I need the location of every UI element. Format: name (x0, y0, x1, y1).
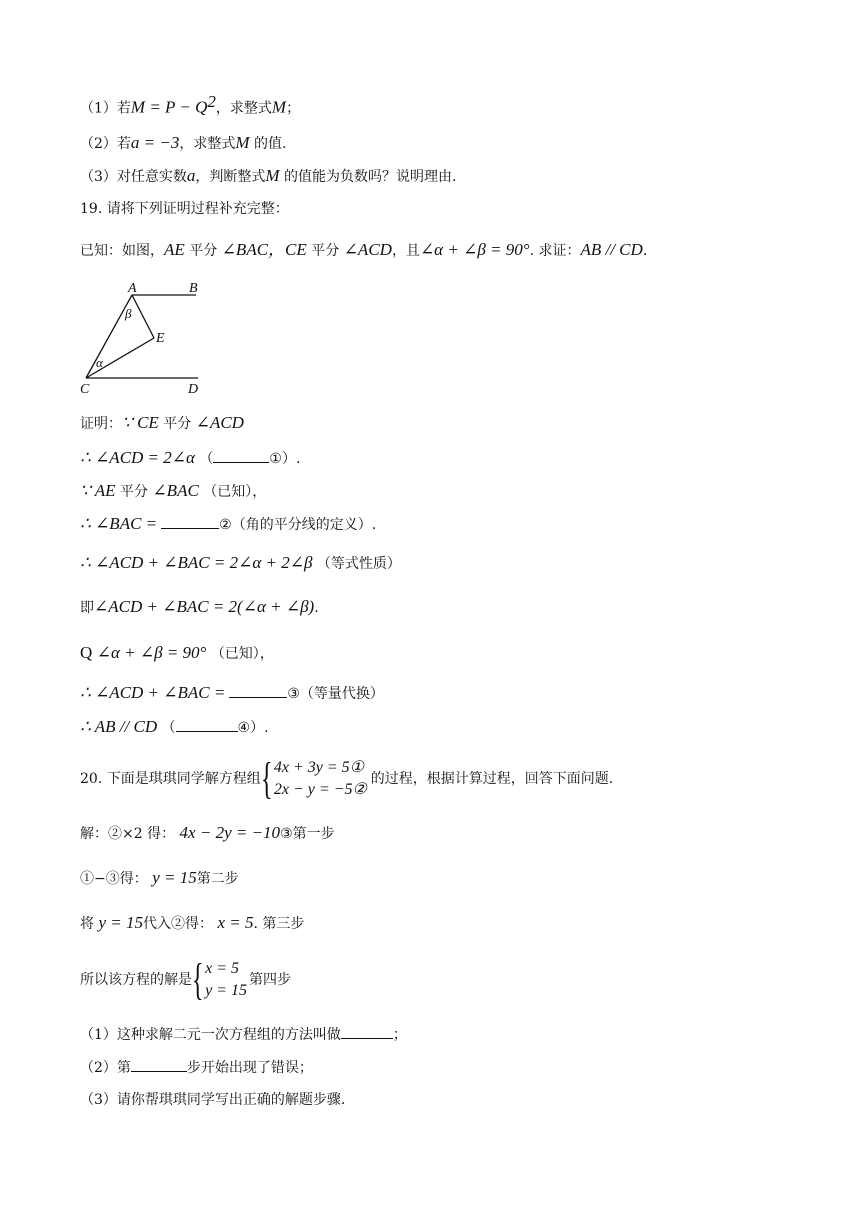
q18-p2-end: 的值. (254, 136, 287, 152)
proof-s9-open: （ (161, 720, 176, 736)
q18-p2-text: ，求整式 (179, 136, 236, 152)
q19-title: 19. 请将下列证明过程补充完整： (80, 201, 289, 217)
blank-1[interactable] (213, 448, 269, 463)
label-c: C (80, 382, 90, 397)
q19-given-sum: ∠α + ∠β = 90° (419, 240, 530, 259)
q19-given-prefix: 已知：如图， (80, 243, 164, 259)
proof-line-9 (80, 717, 269, 738)
proof-s8-math: ∴ ∠ACD + ∠BAC = (80, 683, 226, 702)
step1-math: 4x − 2y = −10 (179, 823, 281, 842)
q18-p1-text: ，求整式 (215, 100, 272, 117)
q20-step1 (80, 823, 335, 844)
q18-p2-prefix: （2）若 (80, 136, 131, 152)
proof-s1-math: ∵ CE (122, 413, 159, 432)
q20-step2 (80, 868, 239, 889)
proof-line-6 (80, 597, 319, 618)
solution-system (205, 958, 247, 1002)
proof-s6-math: ∠ACD + ∠BAC = 2(∠α + ∠β) (94, 597, 315, 616)
proof-line-4 (80, 514, 376, 535)
q19-given-acd: ∠ACD (343, 240, 392, 259)
label-e: E (156, 331, 165, 346)
q19-given-goal: AB // CD (580, 240, 643, 259)
solution-brace: { (192, 955, 204, 1004)
q18-part1 (80, 92, 300, 119)
q19-given-ce: CE (285, 240, 307, 259)
proof-s3-math: ∵ AE (80, 481, 116, 500)
label-alpha: α (96, 355, 103, 370)
q18-p3-end: 的值能为负数吗？说明理由. (284, 169, 457, 185)
step2-prefix: ①−③得： (80, 871, 148, 887)
q19-given-ae: AE (164, 240, 185, 259)
proof-line-3 (80, 481, 266, 502)
q20-question2 (80, 1057, 313, 1078)
q20-q1-text: （1）这种求解二元一次方程组的方法叫做 (80, 1027, 341, 1043)
step3-math2: x = 5 (217, 913, 254, 932)
proof-s7-math: ∠α + ∠β = 90° (96, 643, 207, 662)
blank-4[interactable] (176, 717, 238, 732)
q20-blank-1[interactable] (341, 1024, 393, 1039)
system-brace: { (260, 754, 273, 803)
q18-p1-var: M (271, 97, 287, 117)
proof-s1-text: 平分 (163, 416, 192, 432)
q18-part3 (80, 166, 457, 187)
q20-step3 (80, 913, 304, 934)
equation-2: 2x − y = −5② (273, 781, 367, 798)
label-b: B (189, 281, 198, 296)
q18-p3-text: ，判断整式 (195, 169, 266, 185)
proof-s3-end: （已知）， (203, 484, 267, 500)
q20-title-suffix: 的过程，根据计算过程，回答下面问题. (370, 771, 614, 787)
proof-line-2 (80, 448, 300, 469)
proof-line-5 (80, 553, 401, 574)
proof-s3-angle: ∠BAC (152, 481, 199, 500)
proof-line-1 (80, 413, 244, 434)
proof-s2-math: ∴ ∠ACD = 2∠α (80, 448, 195, 467)
proof-prefix: 证明： (80, 416, 122, 432)
step4-end: 第四步 (249, 972, 292, 988)
geometry-figure (74, 276, 214, 398)
label-a: A (128, 281, 137, 296)
step2-end: 第二步 (196, 871, 239, 887)
proof-line-7 (80, 643, 274, 664)
proof-s3-text: 平分 (119, 484, 148, 500)
q18-p3-prefix: （3）对任意实数 (80, 169, 187, 185)
q19-given-t2: 平分 (311, 243, 340, 259)
step4-prefix: 所以该方程的解是 (80, 972, 192, 988)
q19-given-end: . (642, 243, 648, 259)
solution-y: y = 15 (205, 982, 248, 999)
q20-q2-prefix: （2）第 (80, 1060, 131, 1076)
q20-title (80, 753, 613, 805)
q20-q2-end: 步开始出现了错误； (186, 1060, 313, 1076)
proof-s2-open: （ (199, 451, 214, 467)
q18-p2-var: M (235, 133, 250, 152)
q18-part2 (80, 133, 286, 154)
step3-math1: y = 15 (98, 913, 143, 932)
solution-x: x = 5 (205, 960, 240, 977)
label-beta: β (125, 306, 132, 321)
proof-s6-end: . (314, 600, 319, 616)
q20-step4 (80, 954, 291, 1006)
proof-s5-math: ∴ ∠ACD + ∠BAC = 2∠α + 2∠β (80, 553, 313, 572)
proof-s2-end: ①）. (269, 451, 301, 467)
proof-line-8 (80, 683, 384, 704)
q18-p3-var: a (186, 166, 196, 185)
proof-s5-end: （等式性质） (316, 556, 401, 572)
step1-end: ③第一步 (280, 826, 335, 842)
step1-prefix: 解：②×2 得： (80, 826, 176, 842)
line-ae (132, 295, 154, 338)
q18-p1-end: ； (286, 100, 301, 117)
equation-system (274, 757, 367, 801)
q19-given-bac: ∠BAC， (221, 240, 286, 259)
proof-s4-end: ②（角的平分线的定义）. (219, 517, 377, 533)
q18-p3-var2: M (265, 166, 280, 185)
q20-q1-end: ； (392, 1027, 407, 1043)
proof-s1-angle: ∠ACD (195, 413, 244, 432)
proof-s9-math: ∴ AB // CD (80, 717, 158, 736)
equation-1: 4x + 3y = 5① (273, 759, 364, 776)
q19-given-t3: ，且 (391, 243, 420, 259)
q18-p2-formula: a = −3 (130, 133, 180, 152)
q18-p1-exponent: 2 (207, 92, 216, 111)
step3-text: 代入②得： (142, 916, 213, 932)
q19-given-t1: 平分 (189, 243, 218, 259)
proof-s8-end: ③（等量代换） (287, 686, 384, 702)
step3-prefix: 将 (80, 916, 94, 932)
proof-s7-end: （已知）， (210, 646, 274, 662)
step2-math: y = 15 (152, 868, 197, 887)
proof-s7-q: Q (80, 643, 93, 662)
proof-s9-end: ④）. (237, 720, 269, 736)
q18-p1-prefix: （1）若 (80, 100, 131, 117)
q20-blank-2[interactable] (131, 1057, 187, 1072)
blank-3[interactable] (229, 683, 287, 698)
proof-s4-math: ∴ ∠BAC = (80, 514, 158, 533)
q20-question3: （3）请你帮琪琪同学写出正确的解题步骤. (80, 1092, 346, 1108)
q18-p1-formula: M = P − Q (130, 97, 208, 117)
blank-2[interactable] (161, 514, 219, 529)
q20-title-prefix: 20. 下面是琪琪同学解方程组 (80, 771, 261, 787)
q19-given (80, 240, 647, 261)
proof-s6-prefix: 即 (80, 600, 94, 616)
label-d: D (188, 382, 199, 397)
step3-end: . 第三步 (253, 916, 305, 932)
q19-given-t4: . 求证： (529, 243, 581, 259)
q20-question1 (80, 1024, 407, 1045)
